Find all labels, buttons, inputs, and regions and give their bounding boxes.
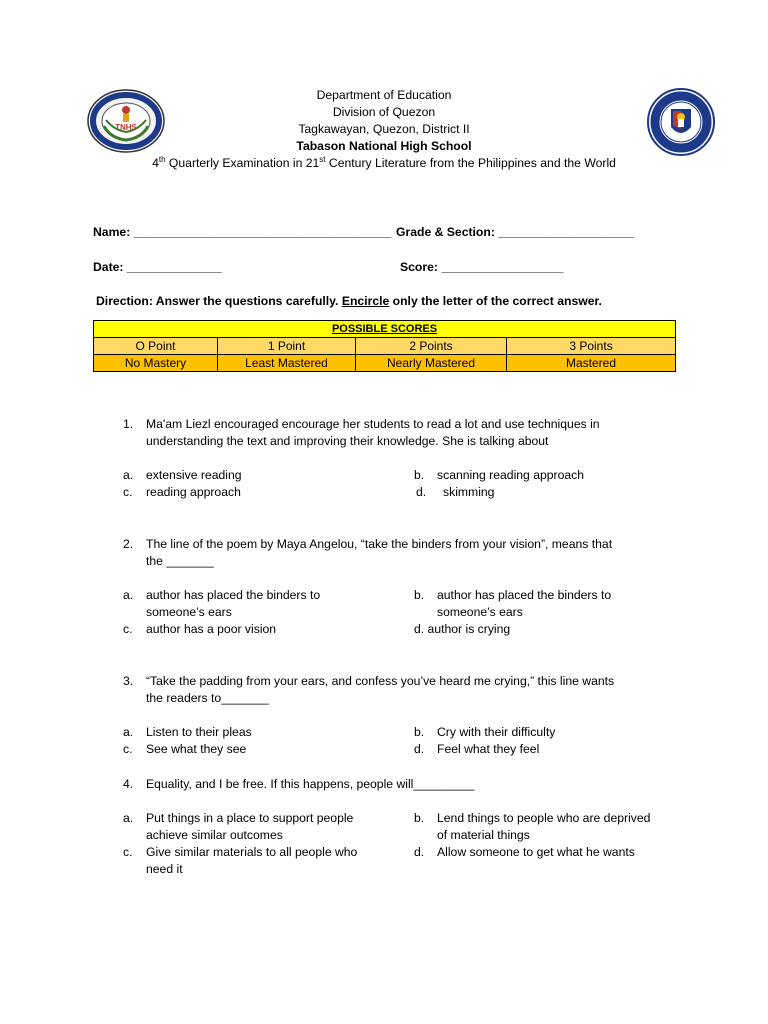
option-d-letter[interactable]: d.: [414, 742, 425, 756]
option-d-text[interactable]: skimming: [443, 485, 495, 499]
question-text-line: The line of the poem by Maya Angelou, “take the binders from your vision”, means that: [146, 537, 613, 551]
table-cell: Nearly Mastered: [356, 355, 507, 372]
option-c-text[interactable]: reading approach: [146, 485, 241, 499]
option-a-letter[interactable]: a.: [123, 468, 134, 482]
question-text-line: Equality, and I be free. If this happens, people will_________: [146, 777, 475, 791]
option-b-letter[interactable]: b.: [414, 811, 425, 825]
option-d-letter[interactable]: d.: [416, 485, 427, 499]
option-b-text[interactable]: scanning reading approach: [437, 468, 585, 482]
option-c-text[interactable]: need it: [146, 862, 183, 876]
option-a-letter[interactable]: a.: [123, 588, 134, 602]
option-d-text[interactable]: Allow someone to get what he wants: [437, 845, 635, 859]
header-department: Department of Education: [316, 88, 452, 102]
option-b-text[interactable]: of material things: [437, 828, 530, 842]
option-a-text[interactable]: Listen to their pleas: [146, 725, 252, 739]
score-field[interactable]: Score: __________________: [400, 260, 564, 274]
option-b-text[interactable]: Cry with their difficulty: [437, 725, 556, 739]
option-c-text[interactable]: Give similar materials to all people who: [146, 845, 358, 859]
option-c-letter[interactable]: c.: [123, 622, 133, 636]
table-title: POSSIBLE SCORES: [94, 321, 676, 338]
option-c-letter[interactable]: c.: [123, 485, 133, 499]
header-school-name: Tabason National High School: [296, 139, 472, 153]
table-cell: O Point: [94, 338, 218, 355]
question-number: 4.: [123, 777, 134, 791]
table-cell: Mastered: [507, 355, 676, 372]
option-c-text[interactable]: author has a poor vision: [146, 622, 277, 636]
option-a-text[interactable]: extensive reading: [146, 468, 242, 482]
option-b-text[interactable]: Lend things to people who are deprived: [437, 811, 651, 825]
table-title-row: [94, 321, 676, 338]
question-text-line: the _______: [146, 554, 214, 568]
direction-text: Direction: Answer the questions carefully. Encircle only the letter of the correct answer.: [96, 294, 602, 308]
question-number: 3.: [123, 674, 134, 688]
question-text-line: the readers to_______: [146, 691, 269, 705]
option-d-text[interactable]: d. author is crying: [414, 622, 511, 636]
date-field[interactable]: Date: ______________: [93, 260, 222, 274]
table-cell: 2 Points: [356, 338, 507, 355]
option-b-letter[interactable]: b.: [414, 468, 425, 482]
option-a-text[interactable]: someone’s ears: [146, 605, 232, 619]
table-cell: 3 Points: [507, 338, 676, 355]
option-a-text[interactable]: Put things in a place to support people: [146, 811, 354, 825]
document-header: [0, 87, 768, 172]
header-district: Tagkawayan, Quezon, District II: [298, 122, 470, 136]
table-cell: Least Mastered: [218, 355, 356, 372]
header-division: Division of Quezon: [332, 105, 436, 119]
question-number: 1.: [123, 417, 134, 431]
grade-section-field[interactable]: Grade & Section: ____________________: [396, 225, 634, 239]
option-d-letter[interactable]: d.: [414, 845, 425, 859]
option-d-text[interactable]: Feel what they feel: [437, 742, 540, 756]
table-row: [94, 338, 676, 355]
question-text-line: Ma'am Liezl encouraged encourage her students to read a lot and use techniques in: [146, 417, 600, 431]
option-b-text[interactable]: author has placed the binders to: [437, 588, 612, 602]
school-logo-text: TNHS: [115, 123, 137, 132]
question-text-line: understanding the text and improving their knowledge. She is talking about: [146, 434, 549, 448]
option-a-letter[interactable]: a.: [123, 725, 134, 739]
table-cell: No Mastery: [94, 355, 218, 372]
option-a-letter[interactable]: a.: [123, 811, 134, 825]
option-a-text[interactable]: author has placed the binders to: [146, 588, 321, 602]
question-number: 2.: [123, 537, 134, 551]
option-a-text[interactable]: achieve similar outcomes: [146, 828, 283, 842]
question-text-line: “Take the padding from your ears, and confess you’ve heard me crying,” this line wants: [146, 674, 615, 688]
option-b-letter[interactable]: b.: [414, 588, 425, 602]
table-cell: 1 Point: [218, 338, 356, 355]
option-c-letter[interactable]: c.: [123, 845, 133, 859]
exam-title: 4th Quarterly Examination in 21st Century Literature from the Philippines and the World: [152, 154, 616, 170]
option-c-text[interactable]: See what they see: [146, 742, 247, 756]
option-b-text[interactable]: someone’s ears: [437, 605, 523, 619]
name-field[interactable]: Name: ______________________________________: [93, 225, 392, 239]
table-row: [94, 355, 676, 372]
option-c-letter[interactable]: c.: [123, 742, 133, 756]
option-b-letter[interactable]: b.: [414, 725, 425, 739]
possible-scores-table: [93, 320, 676, 372]
